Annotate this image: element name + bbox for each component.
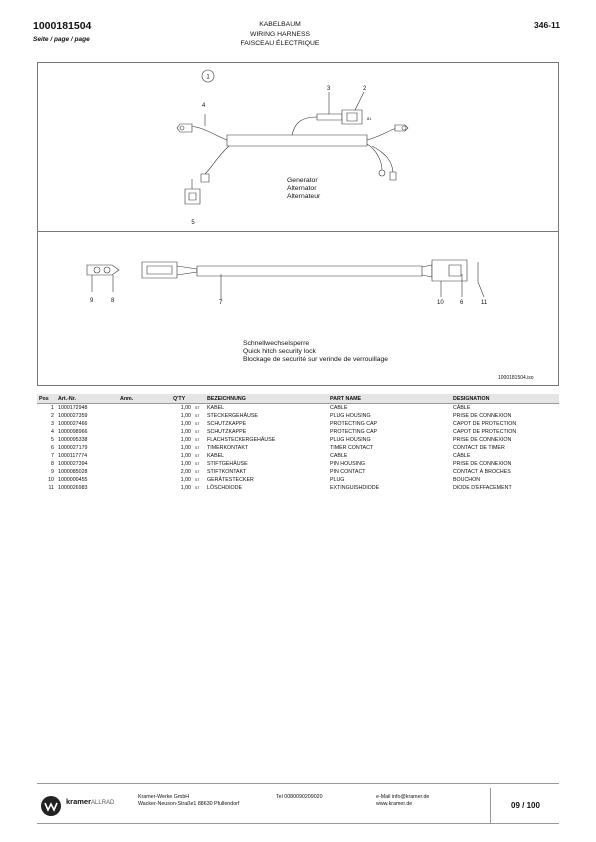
cell-part-name: EXTINGUISHDIODE xyxy=(330,485,380,491)
cell-pos: 8 xyxy=(51,461,54,467)
cell-bezeichnung: KABEL xyxy=(207,405,225,411)
harness-sleeve xyxy=(227,135,367,146)
cell-unit: ST xyxy=(195,446,200,450)
company-address xyxy=(138,794,239,808)
plug-mark: 81 xyxy=(367,116,372,121)
callout-6: 6 xyxy=(460,300,464,306)
bottom-label-fr: Blockage de securité sur verinde de verrouillage xyxy=(243,356,389,363)
cell-bezeichnung: SCHUTZKAPPE xyxy=(207,421,247,427)
cell-pos: 7 xyxy=(51,453,54,459)
cell-part-name: CABLE xyxy=(330,453,348,459)
cell-designation: DIODE D'EFFACEMENT xyxy=(453,485,512,491)
callout-3: 3 xyxy=(327,86,331,92)
cell-art-nr: 1000172948 xyxy=(58,405,88,411)
cell-bezeichnung: GERÄTESTECKER xyxy=(207,477,254,483)
col-qty: Q'TY xyxy=(171,394,205,404)
cell-part-name: PLUG HOUSING xyxy=(330,413,371,419)
col-bezeichnung: BEZEICHNUNG xyxy=(205,394,328,404)
cell-bezeichnung: STIFTKONTAKT xyxy=(207,469,247,475)
image-reference: 1000181504.iso xyxy=(498,375,534,381)
cell-anm xyxy=(118,444,171,452)
table-row xyxy=(37,476,559,484)
cable-7 xyxy=(197,266,422,276)
plug-housing-2 xyxy=(342,110,362,124)
title-en: WIRING HARNESS xyxy=(249,30,311,38)
table-row xyxy=(37,428,559,436)
cell-part-name: CABLE xyxy=(330,405,348,411)
parts-table-body xyxy=(37,404,559,493)
cell-art-nr: 1000027394 xyxy=(58,461,88,467)
col-designation: DESIGNATION xyxy=(451,394,559,404)
table-row xyxy=(37,460,559,468)
ring-eye xyxy=(180,126,184,130)
cable-to-terminal xyxy=(367,144,382,170)
cell-anm xyxy=(118,484,171,492)
cell-art-nr: 1000117774 xyxy=(58,453,88,459)
cell-part-name: PROTECTING CAP xyxy=(330,421,378,427)
company-phone: Tel 0080090209020 xyxy=(276,794,323,800)
cell-pos: 5 xyxy=(51,437,54,443)
table-row xyxy=(37,404,559,413)
cell-pos: 6 xyxy=(51,445,54,451)
cell-anm xyxy=(118,428,171,436)
cell-pos: 11 xyxy=(48,485,54,491)
company-website[interactable]: www.kramer.de xyxy=(376,801,413,807)
bottom-label-en: Quick hitch security lock xyxy=(243,348,316,355)
col-part-name: PART NAME xyxy=(328,394,451,404)
table-row xyxy=(37,444,559,452)
company-street: Wacker-Neuson-Straße1 88630 Pfullendorf xyxy=(138,801,240,807)
top-label-en: Alternator xyxy=(287,185,317,192)
cell-bezeichnung: STIFTGEHÄUSE xyxy=(207,461,248,467)
cell-pos: 4 xyxy=(51,429,54,435)
leader-11 xyxy=(478,282,484,297)
cell-pos: 3 xyxy=(51,421,54,427)
parts-table xyxy=(37,394,559,492)
cell-anm xyxy=(118,412,171,420)
cell-bezeichnung: FLACHSTECKERGEHÄUSE xyxy=(207,437,276,443)
cell-unit: ST xyxy=(195,454,200,458)
cell-anm xyxy=(118,460,171,468)
bottom-label-de: Schnellwechselsperre xyxy=(243,340,310,347)
cell-part-name: PLUG xyxy=(330,477,345,483)
company-name: Kramer-Werke GmbH xyxy=(138,794,190,800)
brand-light: ALLRAD xyxy=(91,800,115,806)
cell-qty: 1,00 xyxy=(180,445,191,451)
cell-qty: 1,00 xyxy=(180,413,191,419)
group-code: 346-11 xyxy=(534,20,560,30)
cell-part-name: PIN HOUSING xyxy=(330,461,366,467)
cable-branch-left xyxy=(187,126,227,140)
cable-branch-up xyxy=(292,117,317,135)
cell-part-name: TIMER CONTACT xyxy=(330,445,374,451)
cell-designation: PRISE DE CONNEXION xyxy=(453,413,512,419)
cell-unit: ST xyxy=(195,422,200,426)
cable-branch-down xyxy=(205,146,229,174)
cell-anm xyxy=(118,436,171,444)
cell-designation: CAPOT DE PROTECTION xyxy=(453,429,517,435)
cell-designation: BOUCHON xyxy=(453,477,481,483)
cell-designation: CAPOT DE PROTECTION xyxy=(453,421,517,427)
cell-unit: ST xyxy=(195,462,200,466)
plug-boot xyxy=(422,265,432,277)
table-row xyxy=(37,484,559,492)
terminal-cap xyxy=(390,172,396,180)
footer-divider xyxy=(37,783,559,784)
col-pos: Pos xyxy=(37,394,56,404)
table-row xyxy=(37,452,559,460)
connector-sleeve xyxy=(177,266,197,275)
page-label: Seite / page / page xyxy=(33,36,90,43)
cell-art-nr: 1000000455 xyxy=(58,477,88,483)
brand-wordmark xyxy=(66,797,114,806)
title-fr: FAISCEAU ÉLECTRIQUE xyxy=(240,40,320,47)
cell-part-name: PIN CONTACT xyxy=(330,469,366,475)
leader-2 xyxy=(355,92,364,110)
cell-art-nr: 1000085028 xyxy=(58,469,88,475)
document-number: 1000181504 xyxy=(33,20,92,32)
callout-4: 4 xyxy=(202,103,206,109)
page-number: 09 / 100 xyxy=(490,788,560,823)
ring-terminal xyxy=(177,124,192,132)
pin-housing-hole xyxy=(104,267,110,273)
cell-bezeichnung: STECKERGEHÄUSE xyxy=(207,413,258,419)
cable-branch-right xyxy=(367,128,397,140)
cell-qty: 1,00 xyxy=(180,437,191,443)
company-contact xyxy=(376,794,429,808)
title-de: KABELBAUM xyxy=(259,21,301,28)
cell-pos: 2 xyxy=(51,413,54,419)
callout-9: 9 xyxy=(90,298,94,304)
cell-designation: CONTACT DE TIMER xyxy=(453,445,505,451)
top-label-fr: Alternateur xyxy=(287,193,321,200)
cell-unit: ST xyxy=(195,470,200,474)
kramer-logo-icon xyxy=(40,795,62,817)
cell-anm xyxy=(118,420,171,428)
cell-anm xyxy=(118,468,171,476)
callout-10: 10 xyxy=(437,300,444,306)
cell-art-nr: 1000098966 xyxy=(58,429,88,435)
cell-bezeichnung: LÖSCHDIODE xyxy=(207,485,243,491)
callout-2: 2 xyxy=(363,86,367,92)
brand-bold: kramer xyxy=(66,797,92,806)
cell-qty: 1,00 xyxy=(180,485,191,491)
cell-art-nr: 1000027359 xyxy=(58,413,88,419)
col-art: Art.-Nr. xyxy=(56,394,118,404)
cell-art-nr: 1000026983 xyxy=(58,485,88,491)
company-email[interactable]: e-Mail info@kramer.de xyxy=(376,794,430,800)
callout-5: 5 xyxy=(191,220,195,226)
cell-bezeichnung: KABEL xyxy=(207,453,225,459)
ring-terminal-small xyxy=(379,170,385,176)
protecting-cap-4 xyxy=(201,174,209,182)
cell-designation: CONTACT À BROCHES xyxy=(453,469,511,475)
top-label-de: Generator xyxy=(287,177,318,184)
cell-art-nr: 1000095338 xyxy=(58,437,88,443)
cell-bezeichnung: SCHUTZKAPPE xyxy=(207,429,247,435)
cell-art-nr: 1000027179 xyxy=(58,445,88,451)
cell-part-name: PROTECTING CAP xyxy=(330,429,378,435)
pin-housing-hole xyxy=(94,267,100,273)
cell-designation: PRISE DE CONNEXION xyxy=(453,437,512,443)
cell-qty: 1,00 xyxy=(180,477,191,483)
pin-housing-8 xyxy=(87,265,119,275)
cell-unit: ST xyxy=(195,430,200,434)
table-row xyxy=(37,412,559,420)
cell-designation: PRISE DE CONNEXION xyxy=(453,461,512,467)
callout-7: 7 xyxy=(219,300,223,306)
footer-bottom-divider xyxy=(37,823,559,824)
cell-anm xyxy=(118,476,171,484)
cell-designation: CÂBLE xyxy=(453,405,471,411)
cell-qty: 1,00 xyxy=(180,405,191,411)
cable-to-cap xyxy=(372,146,393,172)
ring-eye-right xyxy=(402,126,406,130)
cell-pos: 10 xyxy=(48,477,54,483)
cell-qty: 2,00 xyxy=(180,469,191,475)
document-title xyxy=(200,20,360,49)
cell-anm xyxy=(118,404,171,413)
cell-qty: 1,00 xyxy=(180,429,191,435)
cell-unit: ST xyxy=(195,438,200,442)
callout-1: 1 xyxy=(206,74,210,81)
callout-11: 11 xyxy=(481,300,488,306)
table-row xyxy=(37,420,559,428)
cell-unit: ST xyxy=(195,414,200,418)
cell-unit: ST xyxy=(195,478,200,482)
cell-unit: ST xyxy=(195,486,200,490)
cell-qty: 1,00 xyxy=(180,461,191,467)
protecting-cap-3 xyxy=(317,114,342,120)
table-row xyxy=(37,468,559,476)
table-header xyxy=(37,394,559,404)
cell-unit: ST xyxy=(195,406,200,410)
cell-qty: 1,00 xyxy=(180,453,191,459)
callout-8: 8 xyxy=(111,298,115,304)
col-anm: Anm. xyxy=(118,394,171,404)
cell-pos: 1 xyxy=(51,405,54,411)
cell-pos: 9 xyxy=(51,469,54,475)
cell-qty: 1,00 xyxy=(180,421,191,427)
cell-bezeichnung: TIMERKONTAKT xyxy=(207,445,249,451)
wiring-harness-drawing xyxy=(37,62,559,386)
cell-part-name: PLUG HOUSING xyxy=(330,437,371,443)
cell-anm xyxy=(118,452,171,460)
cell-designation: CÂBLE xyxy=(453,453,471,459)
table-row xyxy=(37,436,559,444)
cell-art-nr: 1000027466 xyxy=(58,421,88,427)
flat-plug-housing-5 xyxy=(185,189,200,204)
